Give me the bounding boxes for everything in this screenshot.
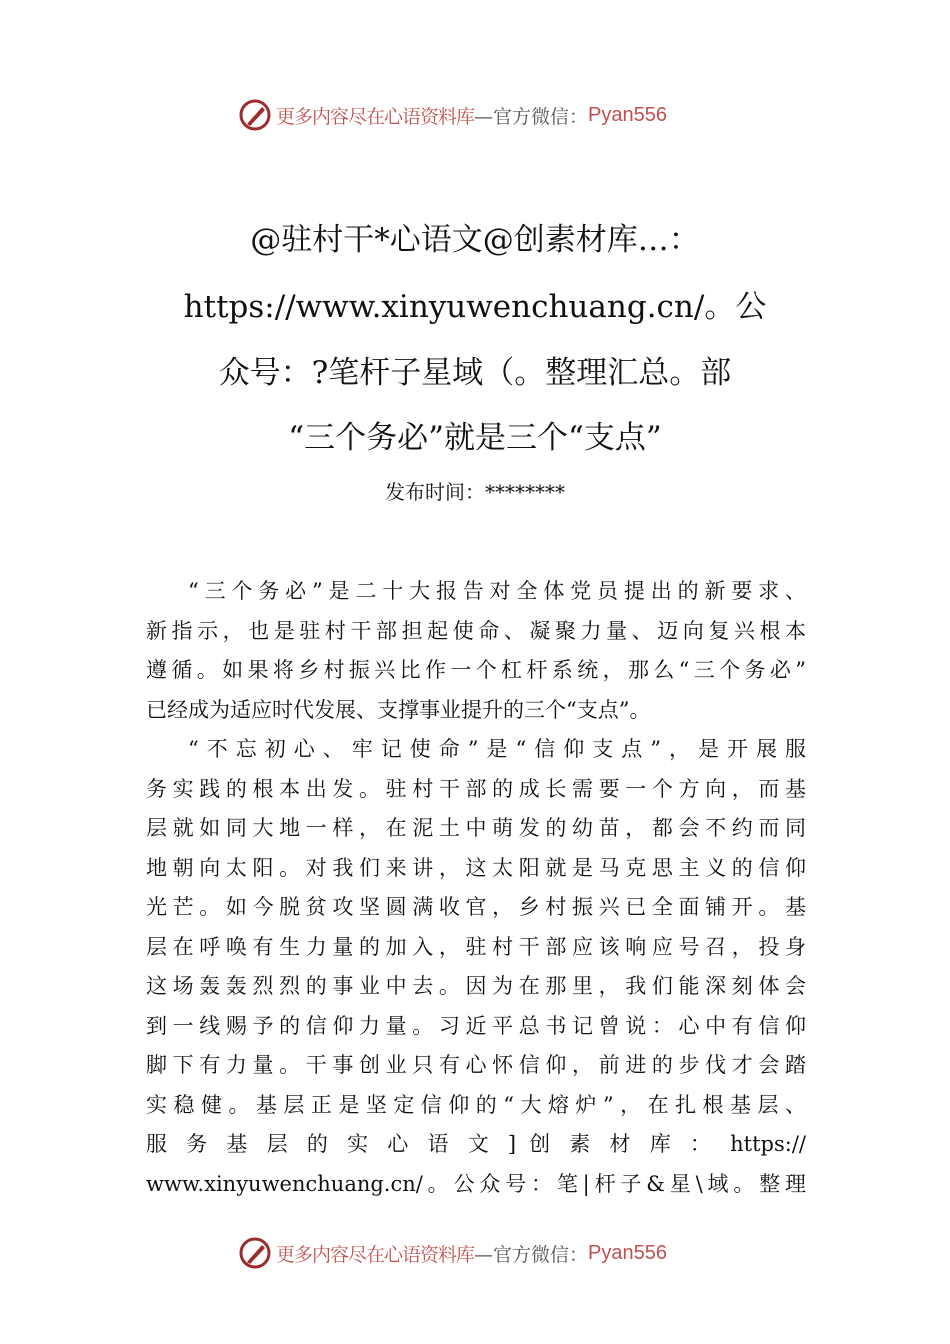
body-line: “三个务必”是二十大报告对全体党员提出的新要求、 [188, 579, 806, 603]
banner-wechat-label: —官方微信： [474, 1243, 589, 1266]
body-line: 服 务 基 层 的 实 心 语 文 ] 创 素 材 库 ： https:// [146, 1132, 806, 1156]
article-body [146, 572, 806, 1204]
body-line: 已经成为适应时代发展、支撑事业提升的三个“支点”。 [146, 697, 651, 722]
body-line: 新指示，也是驻村干部担起使命、凝聚力量、迈向复兴根本 [146, 618, 806, 643]
body-line: 层就如同大地一样，在泥土中萌发的幼苗，都会不约而同 [146, 816, 806, 840]
body-line: 层在呼唤有生力量的加入，驻村干部应该响应号召，投身 [146, 934, 806, 959]
body-line: “不忘初心、牢记使命”是“信仰支点”，是开展服 [188, 737, 806, 761]
body-line: 地朝向太阳。对我们来讲，这太阳就是马克思主义的信仰 [146, 855, 806, 880]
header-banner [238, 97, 718, 133]
publish-date: 发布时间：******** [385, 480, 565, 504]
banner-site-text: 更多内容尽在心语资料库 [276, 1243, 475, 1266]
body-line: 实稳健。基层正是坚定信仰的“大熔炉”，在扎根基层、 [146, 1092, 806, 1117]
banner-site-text: 更多内容尽在心语资料库 [276, 105, 475, 128]
body-line: www.xinyuwenchuang.cn/。公众号：笔|杆子&星\域。整理 [146, 1171, 806, 1196]
body-line: 务实践的根本出发。驻村干部的成长需要一个方向，而基 [146, 776, 806, 801]
body-line: 脚下有力量。干事创业只有心怀信仰，前进的步伐才会踏 [146, 1053, 806, 1077]
body-line: 到一线赐予的信仰力量。习近平总书记曾说：心中有信仰 [146, 1013, 806, 1038]
body-line: 这场轰轰烈烈的事业中去。因为在那里，我们能深刻体会 [146, 974, 806, 998]
body-line: 遵循。如果将乡村振兴比作一个杠杆系统，那么“三个务必” [146, 658, 806, 682]
pen-logo-icon [238, 1236, 272, 1270]
title-line: https://www.xinyuwenchuang.cn/。公 [183, 289, 767, 325]
banner-wechat-id: Pyan556 [588, 1241, 667, 1264]
footer-banner [238, 1235, 718, 1271]
banner-wechat-label: —官方微信： [474, 105, 589, 128]
pen-logo-icon [238, 98, 272, 132]
body-line: 光芒。如今脱贫攻坚圆满收官，乡村振兴已全面铺开。基 [146, 895, 806, 919]
title-line: “三个务必”就是三个“支点” [288, 420, 662, 456]
banner-wechat-id: Pyan556 [588, 103, 667, 126]
title-line: @驻村干*心语文@创素材库…： [250, 222, 700, 258]
title-line: 众号：?笔杆子星域（。整理汇总。部 [218, 355, 732, 391]
